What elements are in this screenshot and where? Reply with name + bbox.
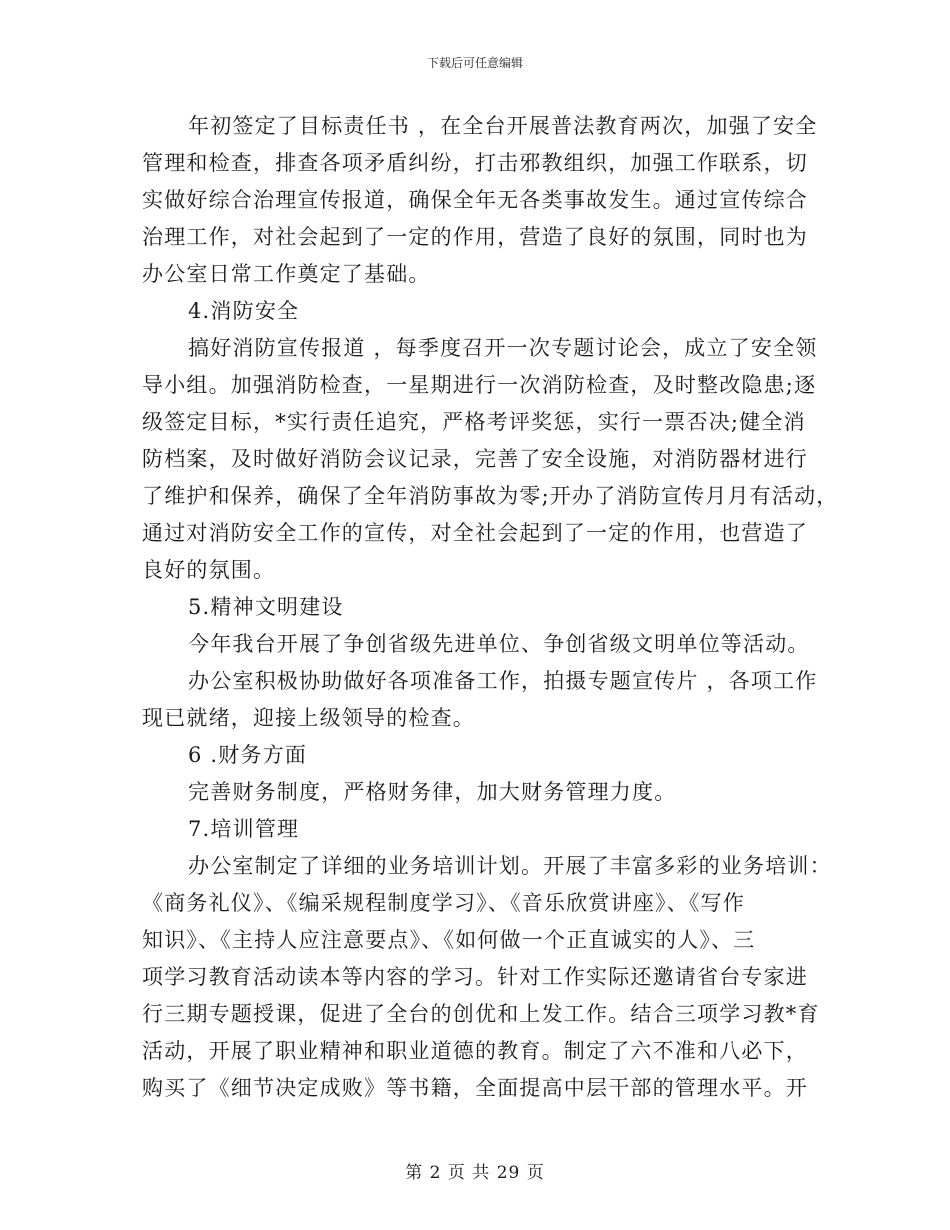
text-line: 级签定目标，*实行责任追究，严格考评奖惩，实行一票否决;健全消 (142, 410, 806, 434)
text-line: 活动，开展了职业精神和职业道德的教育。制定了六不准和八必下， (142, 1039, 808, 1063)
text-line: 完善财务制度，严格财务律，加大财务管理力度。 (188, 780, 677, 804)
section-heading: 6 .财务方面 (188, 743, 308, 767)
text-line: 项学习教育活动读本等内容的学习。针对工作实际还邀请省台专家进 (142, 965, 808, 989)
text-line: 现已就绪，迎接上级领导的检查。 (142, 706, 475, 730)
text-line: 通过对消防安全工作的宣传，对全社会起到了一定的作用，也营造了 (142, 521, 808, 545)
section-heading: 4.消防安全 (188, 299, 300, 323)
text-line: 良好的氛围。 (142, 558, 276, 582)
text-line: 防档案，及时做好消防会议记录，完善了安全设施，对消防器材进行 (142, 447, 808, 471)
text-line: 知识》、《主持人应注意要点》、《如何做一个正直诚实的人》、三 (142, 928, 756, 952)
text-line: 搞好消防宣传报道 ，每季度召开一次专题讨论会，成立了安全领 (188, 336, 818, 360)
page-header: 下载后可任意编辑 (426, 56, 523, 70)
text-line: 办公室日常工作奠定了基础。 (142, 262, 431, 286)
text-line: 购买了《细节决定成败》等书籍，全面提高中层干部的管理水平。开 (142, 1076, 808, 1100)
section-heading: 5.精神文明建设 (188, 595, 344, 619)
text-line: 治理工作，对社会起到了一定的作用，营造了良好的氛围，同时也为 (142, 225, 808, 249)
text-line: 办公室积极协助做好各项准备工作，拍摄专题宣传片 ，各项工作 (188, 669, 818, 693)
text-line: 《商务礼仪》、《编采规程制度学习》、《音乐欣赏讲座》、《写作 (142, 891, 745, 915)
text-line: 实做好综合治理宣传报道，确保全年无各类事故发生。通过宣传综合 (142, 188, 808, 212)
text-line: 年初签定了目标责任书 ，在全台开展普法教育两次，加强了安全 (188, 114, 818, 138)
text-line: 行三期专题授课，促进了全台的创优和上发工作。结合三项学习教*育 (142, 1002, 820, 1026)
text-line: 了维护和保养，确保了全年消防事故为零;开办了消防宣传月月有活动， (142, 484, 839, 508)
text-line: 办公室制定了详细的业务培训计划。开展了丰富多彩的业务培训： (188, 854, 832, 878)
text-line: 今年我台开展了争创省级先进单位、争创省级文明单位等活动。 (188, 632, 810, 656)
text-line: 导小组。加强消防检查，一星期进行一次消防检查，及时整改隐患;逐 (142, 373, 817, 397)
page-number: 第 2 页 共 29 页 (405, 1163, 545, 1183)
section-heading: 7.培训管理 (188, 817, 300, 841)
text-line: 管理和检查，排查各项矛盾纠纷，打击邪教组织，加强工作联系，切 (142, 151, 808, 175)
